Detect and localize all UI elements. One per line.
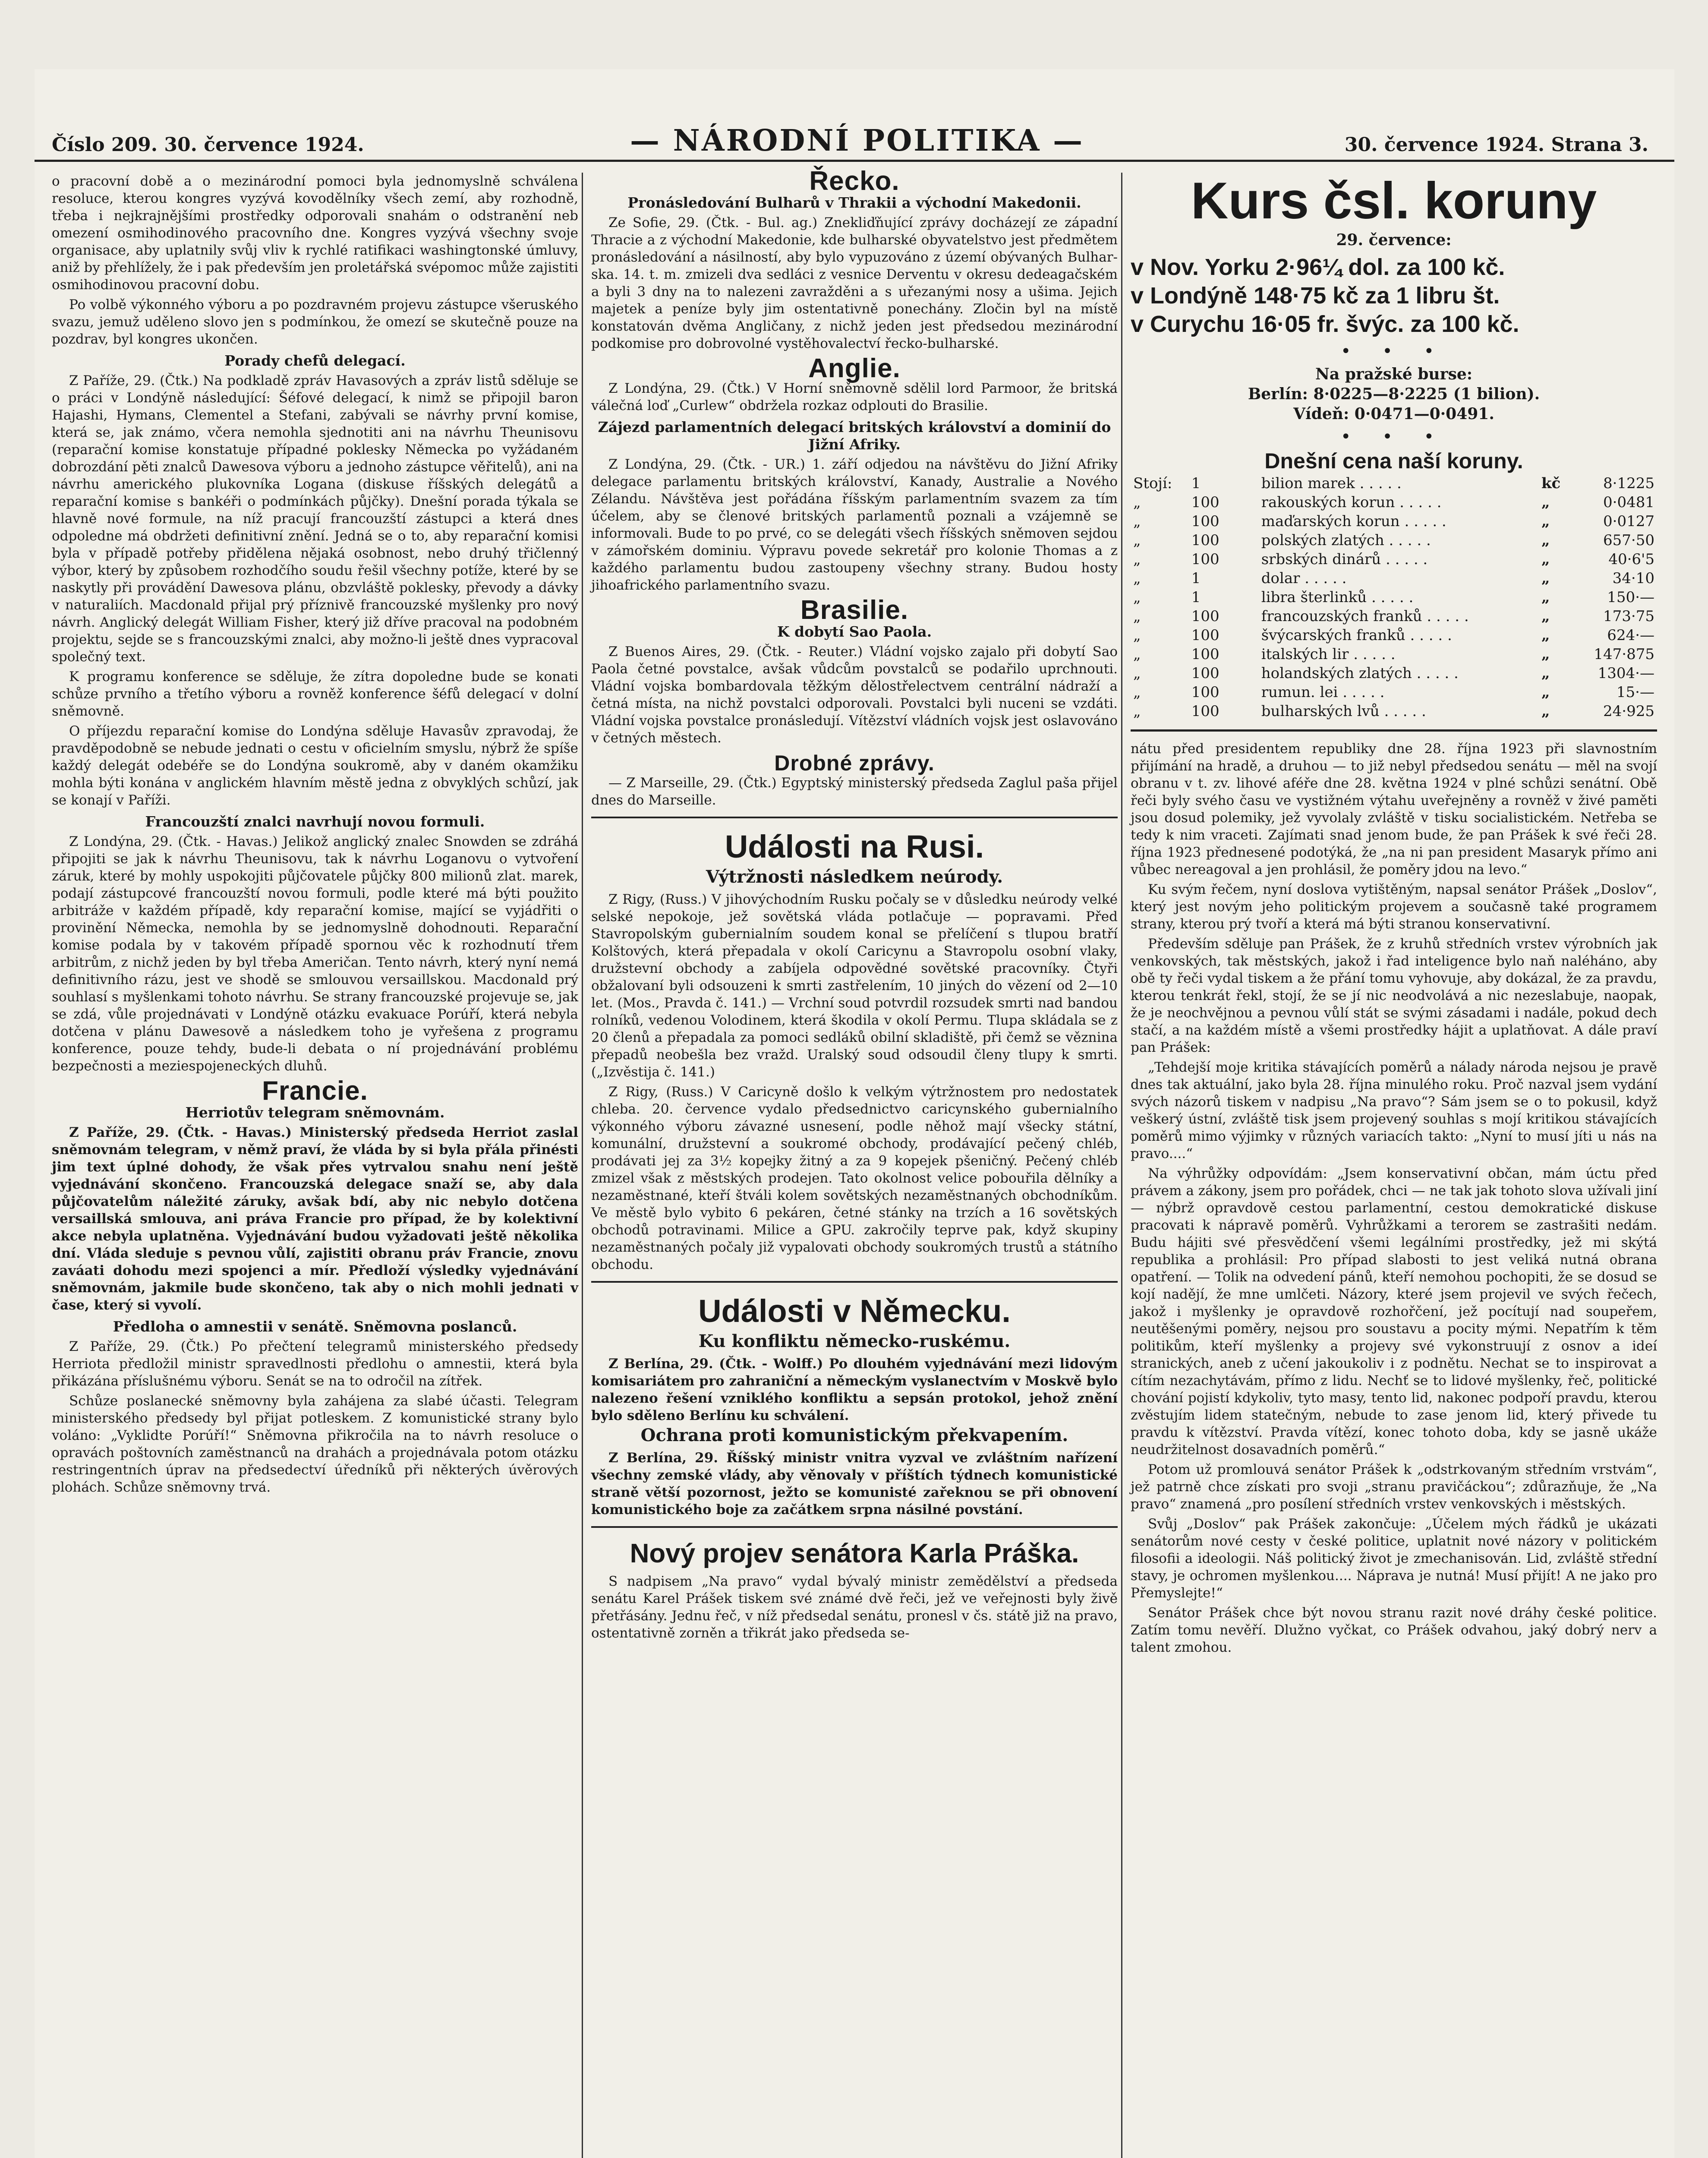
article-paragraph: Ze Sofie, 29. (Čtk. - Bul. ag.) Znekliďňující zprávy docházejí ze západní Thracie a z východní Makedonie, kde bulharské obyvatelstvo jest předmětem pronásledování a násilností, aby bylo vypuzováno z území obývaných Bulhar-ska. 14. t. m. zmizeli dva sedláci z vesnice Derventu v okresu dedeagačském a byli 3 dny na to nalezeni zavražděni a s uřezanými nosy a ušima. Jejich majetek a peníze byly jim ostentativně ponechány. Zločin byl na místě konstatován dvěma Angličany, z nichž jeden jest předsedou mezinárodní podkomise pro dobrovolné vystěhovalectví řecko-bulharské.	[591, 215, 1118, 351]
rate-row	[1131, 702, 1657, 721]
rate-currency: švýcarských franků . . . . .	[1261, 627, 1452, 644]
rate-unit: „	[1541, 627, 1550, 644]
rate-value: 40·6'5	[1608, 551, 1654, 568]
article-paragraph: — Z Marseille, 29. (Čtk.) Egyptský ministerský předseda Zaglul paša přijel dnes do Marseille.	[591, 775, 1118, 808]
rate-unit: „	[1541, 665, 1550, 682]
column-1	[52, 173, 578, 1499]
article-headline: Herriotův telegram sněmovnám.	[185, 1104, 445, 1121]
rate-unit: kč	[1541, 475, 1561, 492]
rate-value: 624·—	[1607, 627, 1654, 644]
rate-prefix: „	[1133, 646, 1141, 663]
article-paragraph: Senátor Prášek chce být novou stranu razit nové dráhy české politice. Zatím tomu nevěří. Dlužno vyčkat, co Prášek odvahou, jaký dobrý nerv a talent zmohou.	[1131, 1605, 1657, 1655]
rate-value: 173·75	[1603, 608, 1654, 625]
article-headline: K dobytí Sao Paola.	[777, 623, 932, 640]
section-divider	[591, 1526, 1118, 1528]
rate-value: 24·925	[1603, 703, 1654, 720]
rate-value: 657·50	[1603, 532, 1654, 549]
rate-unit: „	[1541, 608, 1550, 625]
article-headline: Francouzští znalci navrhují novou formuli.	[145, 813, 485, 830]
article-paragraph: Z Paříže, 29. (Čtk.) Po přečtení telegramů ministerského předsedy Herriota předložil ministr spravedlnosti předlohu o amnestii, která byla přikázána příslušnému výboru. Senát se na to odročil na zítřek.	[52, 1339, 578, 1389]
section-heading-france: Francie.	[262, 1076, 368, 1106]
section-heading-greece: Řecko.	[809, 166, 900, 196]
article-headline: Ku konfliktu německo-ruskému.	[698, 1331, 1011, 1351]
article-paragraph: „Tehdejší moje kritika stávajících poměrů a nálady národa nejsou je pravě dnes tak aktuální, jako byla 28. října minulého roku. Proč nazval jsem vydání svých názorů tiskem v nadpisu „Na pravo“? Sám jsem se o to pokusil, když veškerý ústní, zvláště tisk jsem projevený souhlas s mojí kritikou stávajících poměrů mimo výjimky v různých variacích takto: „Nyní to musí jíti u nás na pravo....“	[1131, 1060, 1657, 1161]
article-paragraph: Na výhrůžky odpovídám: „Jsem konservativní občan, mám úctu před právem a zákony, jsem pro pořádek, chci — ne tak jak tohoto slova užívali jiní — nýbrž opravdově cestou parlamentní, cestou demokratické diskuse pracovati k nápravě poměrů. Vyhrůžkami a terorem se zastrašiti nedám. Budu hájiti své přesvědčení všemi legálními prostředky, jež mi skýtá republika a prohlásil: Pro případ slabosti to jest veliká nutná obrana opatření. — Tolik na odvedení pánů, kteří nemohou pochopiti, že se dosud se kojí nadějí, že mne umlčeti. Názory, které jsem projevil ve svých řečech, jakož i myšlenky je opravdově rozhořčení, jež pocítují nad soupeřem, neutěšenými poměry, nejsou pro soustavu a pocity mými. Nepatřím k těm politikům, kteří myšlenky a projevy své vykonstruují z osnov a ideí stranických, aneb z učení jakoukoliv i z podnětu. Nechat se to inspirovat a cítím nezachytávám, přímo z lidu. Nechť se to lidové myšlenky, řeč, politické chování pojistí kdykoliv, tyto masy, tento lid, nakonec podpoří pravdu, kterou zvěstujím lidem statečným, nebude to zase jenom lid, který přivede tu pravdu k vítězství. Pravda vítězí, konec tohoto doba, kdy se jasně ukáže neudržitelnost dosavadních poměrů.“	[1131, 1166, 1657, 1458]
rate-row	[1131, 474, 1657, 493]
article-paragraph: Z Rigy, (Russ.) V jihovýchodním Rusku počaly se v důsledku neúrody velké selské nepokoje, jež sovětská vláda potlačuje — popravami. Před Stavropolským gubernialním soudem konal se přelíčení s tlupou bratří Kolštových, která přepadala v okolí Caricynu a Stavropolu osobní vlaky, družstevní obchody a zabíjela odpovědné sovětské pracovníky. Čtyři obžalovaní byli odsouzeni k smrti zastřelením, 10 jiných do vězení od 2—10 let. (Mos., Pravda č. 141.) — Vrchní soud potvrdil rozsudek smrti nad bandou rolníků, vedenou Volodinem, která škodila v okolí Permu. Tlupa skládala se z 20 členů a přepadala za pomoci sedláků obilní skladiště, při čemž se věznina přepadů neobešla bez vražd. Uralský soud odsoudil členy tlupy k smrti. („Izvěstija č. 141.)	[591, 892, 1118, 1080]
rate-quantity: 1	[1191, 589, 1201, 606]
issue-number: Číslo 209. 30. července 1924.	[52, 134, 364, 156]
rate-value: 150·—	[1607, 589, 1654, 606]
rate-prefix: „	[1133, 532, 1141, 549]
rates-table-title: Dnešní cena naší koruny.	[1264, 449, 1523, 473]
rate-quantity: 100	[1191, 532, 1220, 549]
rate-currency: italských lir . . . . .	[1261, 646, 1396, 663]
rate-unit: „	[1541, 589, 1550, 606]
article-paragraph: Potom už promlouvá senátor Prášek k „odstrkovaným středním vrstvám“, jež patrně chce získati pro svoji „stranu pravičáckou“; zdůrazňuje, že „Na pravo“ znamená „pro posílení středních vrstev venkovských i městských.	[1131, 1462, 1657, 1512]
rates-table	[1131, 474, 1657, 721]
rate-value: 34·10	[1612, 570, 1654, 587]
rate-currency: maďarských korun . . . . .	[1261, 513, 1446, 530]
rate-prefix: „	[1133, 570, 1141, 587]
rate-prefix: „	[1133, 627, 1141, 644]
rate-prefix: „	[1133, 589, 1141, 606]
rate-currency: srbských dinárů . . . . .	[1261, 551, 1428, 568]
masthead: — NÁRODNÍ POLITIKA —	[630, 123, 1084, 158]
separator-dots: • • •	[1340, 427, 1447, 447]
rate-quantity: 100	[1191, 684, 1220, 701]
rate-prefix: „	[1133, 608, 1141, 625]
article-paragraph: Z Londýna, 29. (Čtk. - Havas.) Jelikož anglický znalec Snowden se zdráhá připojiti se jak k návrhu Theunisovu, tak k návrhu Loganovu o vytvoření záruk, které by mohly uspokojiti půjčovatele půjčky 800 milionů zlat. marek, podají zástupcové francouzští novou formuli, podle které má býti použito arbitráže v každém případě, kdy reparační komise, mající se vyjádřiti o provinění Německa, nemohla by se jednomyslně dohodnouti. Reparační komise podala by v takovém případě spornou věc k rozhodnutí třem arbitrům, z nichž jeden by byl třeba Američan. Tento návrh, který nyní nemá definitivního rázu, jest ve shodě se smlouvou versaillskou. Macdonald prý souhlasí s myšlenkami tohoto návrhu. Se strany francouzské projevuje se, jak se zdá, vůle projednávati v Londýně otázku evakuace Porúří, která nebyla dotčena v plánu Dawesově a následkem toho je vyřešena z programu konference, pouze tehdy, bude-li debata o ní projednávání problému bezpečnosti a meziespojeneckých dluhů.	[52, 834, 578, 1074]
page-number: 30. července 1924. Strana 3.	[1344, 134, 1648, 156]
article-paragraph: Z Paříže, 29. (Čtk.) Na podkladě zpráv Havasových a zpráv listů sděluje se o práci v Londýně následující: Šéfové delegací, k nimž se připojil baron Hajashi, Hymans, Clementel a Stefani, zabývali se návrhy první komise, která se, jak známo, včera nemohla sjednotiti ani na návrhu Theunisovu (reparační komise konstatuje případné poklesky Německa po vyžádaném dobrozdání pěti znalců Dawesova výboru a jednoho zástupce věřitelů), ani na návrhu amerického plukovníka Logana (diskuse říšských delegátů a reparační komise s bankéři o podmínkách půjčky). Dnešní porada týkala se hlavně nové formule, na níž pracují francouzští zástupci a která dnes odpoledne má obdržeti definitivní znění. Jedná se o to, aby reparační komisi byla v případě potřeby přidělena nějaká osobnost, nebo druhý třičlenný výbor, který by způsobem rozhodčího soudu řešil všechny potíže, které by se naskytly při provádění Dawesova plánu, obzvláště poklesky, převody a dávky v naturaliích. Macdonald přijal prý příznivě francouzské myšlenky pro nový návrh. Anglický delegát William Fisher, který již dříve pracoval na podobném projektu, sejde se s francouzskými znalci, aby možno-li ještě dnes vypracoval společný text.	[52, 373, 578, 665]
rate-value: 15·—	[1616, 684, 1654, 701]
rate-row	[1131, 588, 1657, 607]
rate-quantity: 1	[1191, 475, 1201, 492]
article-paragraph: o pracovní době a o mezinárodní pomoci byla jednomyslně schválena resoluce, kterou kongres vyzývá kovodělníky všech zemí, aby rozhodně, třeba i nejkrajnějšími prostředky odporovali snahám o odstranění neb omezení osmihodinového pracovního dne. Kongres vyzývá všechny svoje organisace, aby uplatnily svůj vliv k rychlé ratifikaci washingtonské úmluvy, aniž by přehlížely, že i pak především jen proletářská svépomoc může zajistiti osmihodinovou pracovní dobu.	[52, 174, 578, 293]
rate-currency: polských zlatých . . . . .	[1261, 532, 1431, 549]
rate-quantity: 100	[1191, 494, 1220, 511]
rate-prefix: „	[1133, 703, 1141, 720]
currency-date: 29. července:	[1336, 231, 1452, 249]
rate-unit: „	[1541, 513, 1550, 530]
rate-row	[1131, 550, 1657, 569]
article-paragraph: Z Berlína, 29. (Čtk. - Wolff.) Po dlouhém vyjednávání mezi lidovým komisariátem pro zahraniční a německým vyslanectvím v Moskvě bylo nalezeno řešení vzniklého konfliktu a sepsán protokol, jehož znění bylo sděleno Berlínu ku schválení.	[591, 1356, 1118, 1423]
article-paragraph: Z Paříže, 29. (Čtk. - Havas.) Ministerský předseda Herriot zaslal sněmovnám telegram, v němž praví, že vláda by si byla přála přinésti jim text úplné dohody, že však přes vytrvalou snahu není ještě vyjednávání skončeno. Francouzská delegace snaží se, aby dala půjčovatelům náležité záruky, avšak bdí, aby nic nebylo dotčena versaillská smlouva, ani práva Francie pro případ, že by kolektivní akce nebyla uplatněna. Vyjednávání budou vyžadovati ještě několika dní. Vláda sleduje s pevnou vůlí, zajistiti obranu práv Francie, znovu zaváati dohodu mezi spojenci a mír. Předloží výsledky vyjednávání sněmovnám, jakmile bude skončeno, tak aby o nich mohli jednati v čase, který si vyvolí.	[52, 1125, 578, 1313]
column-3	[1131, 173, 1657, 1659]
rate-value: 8·1225	[1603, 475, 1654, 492]
article-paragraph: K programu konference se sděluje, že zítra dopoledne bude se konati schůze prvního a třetího výboru a rovněž konference šéfů delegací v dolní sněmovně.	[52, 669, 578, 719]
prague-bourse-heading: Na pražské burse:	[1315, 365, 1473, 383]
rate-value: 1304·—	[1598, 665, 1654, 682]
section-divider	[591, 1281, 1118, 1283]
rate-currency: rakouských korun . . . . .	[1261, 494, 1442, 511]
rate-value: 0·0481	[1603, 494, 1654, 511]
rate-quantity: 100	[1191, 608, 1220, 625]
vienna-rate: Vídeň: 0·0471—0·0491.	[1293, 405, 1494, 423]
rate-london: v Londýně 148·75 kč za 1 libru št.	[1131, 283, 1500, 309]
rate-prefix: „	[1133, 684, 1141, 701]
article-paragraph: S nadpisem „Na pravo“ vydal bývalý ministr zemědělství a předseda senátu Karel Prášek tiskem své známé dvě řeči, jež ve veřejnosti byly živě přetřásány. Jednu řeč, v níž předsedal senátu, pronesl v čs. státě již na pravo, ostentativně zorněn a třikrát jako předseda se-	[591, 1574, 1118, 1641]
article-paragraph: Z Londýna, 29. (Čtk. - UR.) 1. září odjedou na návštěvu do Jižní Afriky delegace parlamentu britských království, Kanady, Australie a Nového Zélandu. Návštěva jest pořádána říšským parlamentním svazem za tím účelem, aby se členové britských parlamentů poznali a vzájemně se informovali. Bude to po prvé, co se delegáti všech říšských sněmoven sejdou v zámořském dominiu. Výpravu povede sekretář pro kolonie Thomas a z každého parlamentu budou zastoupeny všechny strany. Budou hosty jihoafrického parlamentního svazu.	[591, 457, 1118, 593]
section-divider	[591, 817, 1118, 818]
article-headline-prasek: Nový projev senátora Karla Práška.	[630, 1539, 1079, 1568]
rate-unit: „	[1541, 551, 1550, 568]
article-headline: Zájezd parlamentních delegací britských království a dominií do Jižní Afriky.	[598, 419, 1111, 453]
article-headline: Výtržnosti následkem neúrody.	[706, 867, 1003, 887]
section-heading-brazil: Brasilie.	[800, 595, 909, 625]
rate-row	[1131, 512, 1657, 531]
rate-unit: „	[1541, 684, 1550, 701]
rate-row	[1131, 569, 1657, 588]
page-header	[35, 117, 1674, 162]
article-paragraph: Schůze poslanecké sněmovny byla zahájena za slabé účasti. Telegram ministerského předsedy byl přijat potleskem. Z komunistické strany bylo voláno: „Vyklidte Porúří!“ Sněmovna přikročila na to návrh resoluce o opravách poštovních zaměstnanců na drahách a projednávala potom otázku restringentních úprav na předsedectví úředníků při některých úvěrových plohách. Schůze sněmovny trvá.	[52, 1393, 578, 1495]
article-paragraph: Po volbě výkonného výboru a po pozdravném projevu zástupce všeruského svazu, jemuž uděleno slovo jen s podmínkou, že omezí se skutečně pouze na pozdrav, byl kongres ukončen.	[52, 297, 578, 347]
section-heading-short-news: Drobné zprávy.	[774, 751, 935, 775]
rate-quantity: 100	[1191, 665, 1220, 682]
rate-row	[1131, 626, 1657, 645]
rate-unit: „	[1541, 494, 1550, 511]
rate-quantity: 100	[1191, 627, 1220, 644]
article-headline: Předloha o amnestii v senátě. Sněmovna poslanců.	[113, 1318, 517, 1335]
rate-value: 147·875	[1594, 646, 1654, 663]
rate-unit: „	[1541, 703, 1550, 720]
rate-unit: „	[1541, 570, 1550, 587]
rate-row	[1131, 645, 1657, 664]
rate-row	[1131, 664, 1657, 683]
rate-quantity: 100	[1191, 646, 1220, 663]
rate-currency: holandských zlatých . . . . .	[1261, 665, 1459, 682]
article-headline: Porady chefů delegací.	[224, 352, 406, 369]
section-heading-germany: Události v Německu.	[698, 1293, 1011, 1329]
article-paragraph: Svůj „Doslov“ pak Prášek zakončuje: „Účelem mých řádků je ukázati senátorům nové cesty v české politice, uplatnit nové názory v politickém filosofii a ideologii. Náš politický život je zmechanisován. Lid, zvláště střední stavy, je ochromen myšlenkou.... Náprava je nutná! Musí přijít! A ne jako pro Přemyslejte!“	[1131, 1516, 1657, 1601]
column-rule	[582, 173, 583, 2158]
rate-currency: dolar . . . . .	[1261, 570, 1347, 587]
rate-currency: rumun. lei . . . . .	[1261, 684, 1385, 701]
article-paragraph: Především sděluje pan Prášek, že z kruhů středních vrstev výrobních jak venkovských, tak městských, jakož i řad inteligence bylo naň naléháno, aby obě ty řeči vydal tiskem a že přání tomu vyhovuje, aby dokázal, že za pravdu, kterou tenkrát řekl, stojí, že se jí nic neodvolává a nic nezeslabuje, naopak, že je neochvějnou a pevnou vůlí stát se svými zásadami i nadále, pokud dech stačí, a na každém místě a všemi prostředky hájit a uplatňovat. A dále praví pan Prášek:	[1131, 936, 1657, 1055]
column-2	[591, 166, 1118, 1644]
article-paragraph: O příjezdu reparační komise do Londýna sděluje Havasův zpravodaj, že pravděpodobně se nebude jednati o cestu v oficielním smyslu, nýbrž že spíše každý delegát odebéře se do Londýna soukromě, aby v daném okamžiku mohla býti konána v anglickém hlavním městě jedna z obvyklých schůzí, jak se konají v Paříži.	[52, 723, 578, 808]
section-heading-england: Anglie.	[808, 353, 901, 383]
article-paragraph: Z Berlína, 29. Říšský ministr vnitra vyzval ve zvláštním nařízení všechny zemské vlády, aby věnovaly v příštích týdnech komunistické straně větší pozornost, ježto se komunisté zařeknou se při obnovení komunistického boje za začátkem srpna násilné povstání.	[591, 1450, 1118, 1518]
currency-rates-box	[1131, 173, 1657, 732]
rate-unit: „	[1541, 532, 1550, 549]
rate-currency: bilion marek . . . . .	[1261, 475, 1402, 492]
rate-row	[1131, 607, 1657, 626]
rate-prefix: „	[1133, 494, 1141, 511]
article-paragraph: Z Buenos Aires, 29. (Čtk. - Reuter.) Vládní vojsko zajalo při dobytí Sao Paola četné povstalce, avšak vůdcům povstalců se podařilo uprchnouti. Vládní vojska bombardovala těžkým dělostřelectvem centrální nádraží a četná místa, na nichž povstalci odporovali. Povstalci byli nuceni se vzdáti. Vládní vojska povstalce pronásledují. Vítězství vládních vojsk jest oslavováno v četných městech.	[591, 644, 1118, 746]
rate-currency: libra šterlinků . . . . .	[1261, 589, 1414, 606]
article-paragraph: Z Rigy, (Russ.) V Caricyně došlo k velkým výtržnostem pro nedostatek chleba. 20. července vydalo předsednictvo caricynského gubernialního výkonného výboru závazné usnesení, podle něhož mají všecky státní, komunální, družstevní a soukromé obchody, prodávající pečený chléb, prodávati jej za 3½ kopejky žitný a za 9 kopejek pšeničný. Pečený chléb zmizel však z městských prodejen. Tato okolnost velice pobouřila dělníky a nezaměstnané, kteří štváli kolem sovětských nezaměstnaných obchodníkům. Ve městě bylo vybito 6 pekáren, četné stánky na trzích a 16 sovětských obchodů potravinami. Milice a GPU. zakročily teprve pak, když skupiny nezaměstnaných počaly již vypalovati obchody soukromých trustů a státního obchodu.	[591, 1084, 1118, 1272]
rate-value: 0·0127	[1603, 513, 1654, 530]
rate-row	[1131, 683, 1657, 702]
rate-quantity: 1	[1191, 570, 1201, 587]
rate-currency: bulharských lvů . . . . .	[1261, 703, 1426, 720]
rate-currency: francouzských franků . . . . .	[1261, 608, 1469, 625]
rate-prefix: „	[1133, 665, 1141, 682]
rate-unit: „	[1541, 646, 1550, 663]
rate-row	[1131, 531, 1657, 550]
column-rule	[1121, 173, 1122, 2158]
rate-prefix: Stojí:	[1133, 475, 1172, 492]
section-heading-russia: Události na Rusi.	[725, 829, 984, 864]
article-paragraph: Z Londýna, 29. (Čtk.) V Horní sněmovně sdělil lord Parmoor, že britská válečná loď „Curlew“ obdržela rozkaz odplouti do Brasilie.	[591, 381, 1118, 413]
article-headline: Pronásledování Bulharů v Thrakii a východní Makedonii.	[627, 194, 1081, 211]
rate-quantity: 100	[1191, 551, 1220, 568]
rate-row	[1131, 493, 1657, 512]
berlin-rate: Berlín: 8·0225—8·2225 (1 bilion).	[1248, 385, 1540, 403]
separator-dots: • • •	[1340, 341, 1447, 361]
rate-quantity: 100	[1191, 703, 1220, 720]
rate-prefix: „	[1133, 551, 1141, 568]
rate-quantity: 100	[1191, 513, 1220, 530]
article-headline: Ochrana proti komunistickým překvapením.	[640, 1425, 1068, 1445]
rate-zurich: v Curychu 16·05 fr. švýc. za 100 kč.	[1131, 311, 1519, 337]
rate-new-york: v Nov. Yorku 2·96¼ dol. za 100 kč.	[1131, 254, 1505, 280]
newspaper-page	[35, 69, 1674, 2158]
article-paragraph: nátu před presidentem republiky dne 28. října 1923 při slavnostním přijímání na hradě, a druhou — to již nebyl předsedou senátu — měl na svojí obranu v t. zv. lihové aféře dne 28. května 1924 v plné schůzi senátní. Obě řeči byly svého času ve vystižném výtahu uveřejněny a rovněž v živé paměti jsou dosud polemiky, jež vyvolaly zvláště v tisku socialistickém. Netřeba se tedy k nim vraceti. Zajímati snad jenom bude, že pan Prášek k své řeči 28. října 1923 přednesené podotýká, že „na ni pan president Masaryk přímo ani vůbec nereagoval a jen prohlásil, že poměry jdou na levo.“	[1131, 741, 1657, 877]
currency-title: Kurs čsl. koruny	[1191, 172, 1597, 230]
article-paragraph: Ku svým řečem, nyní doslova vytištěným, napsal senátor Prášek „Doslov“, který jest novým jeho politickým projevem a současně také programem strany, kterou prý tvoří a která má býti stranou konservativní.	[1131, 882, 1657, 932]
rate-prefix: „	[1133, 513, 1141, 530]
